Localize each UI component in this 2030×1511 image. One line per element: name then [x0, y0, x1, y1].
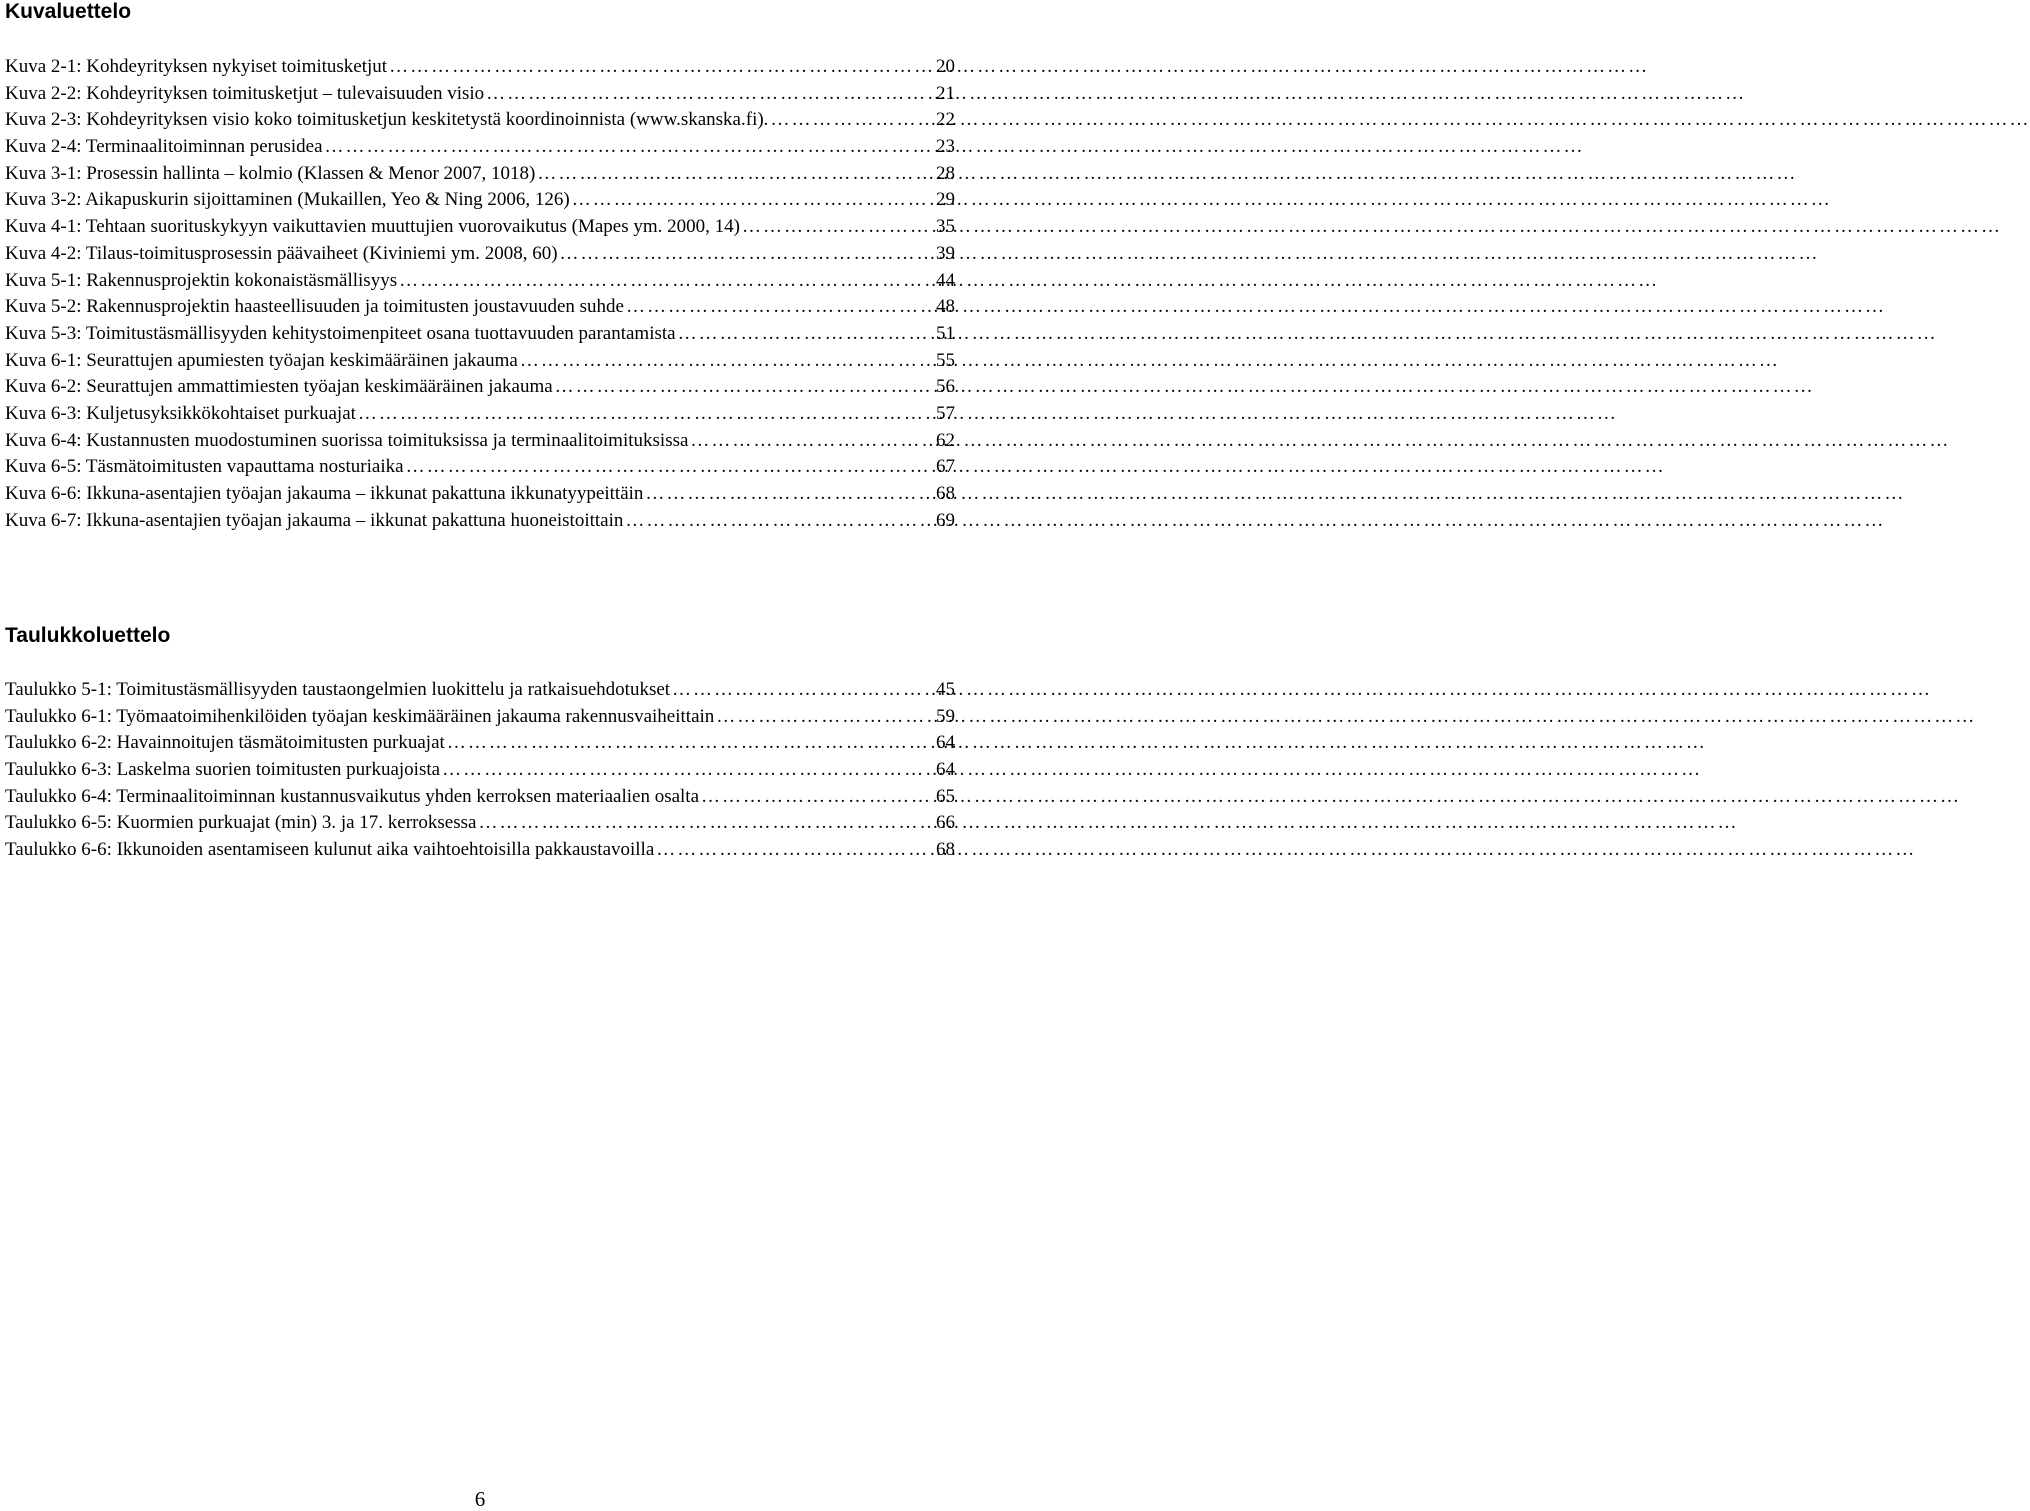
entry-label: Kuva 2-1: Kohdeyrityksen nykyiset toimitusketjut: [5, 56, 388, 77]
entry-page-number: 35: [936, 216, 955, 238]
dot-leader: [716, 704, 934, 731]
entry-label: Kuva 6-3: Kuljetusyksikkökohtaiset purkuajat: [5, 402, 356, 424]
figure-list-entry[interactable]: [5, 481, 955, 508]
dot-leader: [742, 214, 934, 241]
figure-list-heading: Kuvaluettelo: [5, 0, 132, 23]
entry-page-number: 21: [936, 82, 955, 104]
entry-page-number: 64: [936, 759, 955, 781]
dot-leader: [325, 134, 934, 161]
entry-page-number: 22: [936, 109, 955, 131]
entry-page-number: 45: [936, 679, 955, 700]
entry-page-number: 67: [936, 456, 955, 478]
entry-label: Kuva 6-6: Ikkuna-asentajien työajan jakauma – ikkunat pakattuna ikkunatyypeittäin: [5, 483, 644, 504]
entry-page-number: 62: [936, 429, 955, 451]
table-list-entry[interactable]: [5, 757, 955, 784]
dot-leader: [520, 348, 934, 375]
entry-page-number: 29: [936, 189, 955, 211]
entry-page-number: 68: [936, 483, 955, 504]
entry-label: Kuva 5-3: Toimitustäsmällisyyden kehitystoimenpiteet osana tuottavuuden parantamista: [5, 322, 676, 344]
dot-leader: [701, 784, 934, 811]
entry-page-number: 44: [936, 269, 955, 291]
figure-list-entry[interactable]: [5, 401, 955, 428]
entry-page-number: 56: [936, 376, 955, 398]
figure-list-entry[interactable]: [5, 81, 955, 108]
entry-page-number: 69: [936, 509, 955, 531]
entry-page-number: 23: [936, 136, 955, 158]
figure-list: [5, 54, 955, 534]
entry-page-number: 28: [936, 162, 955, 184]
entry-label: Kuva 5-1: Rakennusprojektin kokonaistäsmällisyys: [5, 269, 398, 291]
figure-list-entry[interactable]: [5, 374, 955, 401]
dot-leader: [447, 730, 934, 757]
table-list-entry[interactable]: [5, 837, 955, 864]
entry-label: Kuva 4-1: Tehtaan suorituskykyyn vaikuttavien muuttujien vuorovaikutus (Mapes ym. 2000, 14): [5, 216, 740, 238]
entry-label: Taulukko 6-6: Ikkunoiden asentamiseen kulunut aika vaihtoehtoisilla pakkaustavoilla: [5, 839, 655, 861]
dot-leader: [645, 481, 934, 508]
entry-label: Taulukko 6-4: Terminaalitoiminnan kustannusvaikutus yhden kerroksen materiaalien osalta: [5, 785, 700, 807]
page-number: 6: [474, 1487, 486, 1511]
entry-label: Kuva 4-2: Tilaus-toimitusprosessin päävaiheet (Kiviniemi ym. 2008, 60): [5, 242, 558, 264]
dot-leader: [478, 810, 934, 837]
entry-page-number: 39: [936, 242, 955, 264]
table-list-entry[interactable]: [5, 677, 955, 704]
figure-list-entry[interactable]: [5, 454, 955, 481]
entry-label: Taulukko 5-1: Toimitustäsmällisyyden taustaongelmien luokittelu ja ratkaisuehdotukset: [5, 679, 671, 700]
figure-list-entry[interactable]: [5, 294, 955, 321]
figure-list-entry[interactable]: [5, 268, 955, 295]
dot-leader: [626, 294, 934, 321]
entry-label: Taulukko 6-5: Kuormien purkuajat (min) 3. ja 17. kerroksessa: [5, 812, 477, 834]
dot-leader: [560, 241, 934, 268]
figure-list-entry[interactable]: [5, 428, 955, 455]
dot-leader: [555, 374, 934, 401]
figure-list-entry[interactable]: [5, 241, 955, 268]
entry-page-number: 65: [936, 785, 955, 807]
dot-leader: [690, 428, 934, 455]
figure-list-entry[interactable]: [5, 161, 955, 188]
dot-leader: [572, 187, 934, 214]
entry-page-number: 64: [936, 732, 955, 754]
figure-list-entry[interactable]: [5, 54, 955, 81]
entry-label: Kuva 5-2: Rakennusprojektin haasteellisuuden ja toimitusten joustavuuden suhde: [5, 296, 624, 318]
dot-leader: [406, 454, 934, 481]
entry-label: Kuva 6-7: Ikkuna-asentajien työajan jakauma – ikkunat pakattuna huoneistoittain: [5, 509, 624, 531]
figure-list-entry[interactable]: [5, 187, 955, 214]
entry-label: Kuva 6-1: Seurattujen apumiesten työajan keskimääräinen jakauma: [5, 349, 518, 371]
entry-page-number: 51: [936, 322, 955, 344]
table-list: [5, 677, 955, 864]
entry-label: Kuva 6-5: Täsmätoimitusten vapauttama nosturiaika: [5, 456, 404, 478]
dot-leader: [389, 54, 934, 81]
dot-leader: [625, 508, 934, 535]
entry-page-number: 68: [936, 839, 955, 861]
figure-list-entry[interactable]: [5, 214, 955, 241]
table-list-entry[interactable]: [5, 784, 955, 811]
entry-page-number: 66: [936, 812, 955, 834]
entry-label: Kuva 2-2: Kohdeyrityksen toimitusketjut – tulevaisuuden visio: [5, 82, 485, 104]
dot-leader: [770, 107, 934, 134]
entry-label: Taulukko 6-2: Havainnoitujen täsmätoimitusten purkuajat: [5, 732, 445, 754]
dot-leader: [399, 268, 934, 295]
dot-leader: [358, 401, 934, 428]
table-list-heading: Taulukkoluettelo: [5, 624, 171, 647]
entry-label: Kuva 3-2: Aikapuskurin sijoittaminen (Mukaillen, Yeo & Ning 2006, 126): [5, 189, 570, 211]
entry-label: Kuva 6-2: Seurattujen ammattimiesten työajan keskimääräinen jakauma: [5, 376, 553, 398]
entry-label: Taulukko 6-3: Laskelma suorien toimitusten purkuajoista: [5, 759, 441, 781]
entry-label: Taulukko 6-1: Työmaatoimihenkilöiden työajan keskimääräinen jakauma rakennusvaiheittain: [5, 705, 715, 727]
entry-label: Kuva 2-3: Kohdeyrityksen visio koko toimitusketjun keskitetystä koordinoinnista (www.skanska.fi).: [5, 109, 769, 131]
dot-leader: [442, 757, 934, 784]
entry-label: Kuva 3-1: Prosessin hallinta – kolmio (Klassen & Menor 2007, 1018): [5, 162, 536, 184]
figure-list-entry[interactable]: [5, 508, 955, 535]
figure-list-entry[interactable]: [5, 107, 955, 134]
figure-list-entry[interactable]: [5, 348, 955, 375]
dot-leader: [678, 321, 934, 348]
figure-list-entry[interactable]: [5, 134, 955, 161]
entry-label: Kuva 6-4: Kustannusten muodostuminen suorissa toimituksissa ja terminaalitoimituksissa: [5, 429, 689, 451]
dot-leader: [537, 161, 934, 188]
table-list-entry[interactable]: [5, 704, 955, 731]
entry-page-number: 48: [936, 296, 955, 318]
table-list-entry[interactable]: [5, 810, 955, 837]
entry-label: Kuva 2-4: Terminaalitoiminnan perusidea: [5, 136, 323, 158]
document-page: [0, 0, 960, 1510]
dot-leader: [656, 837, 934, 864]
entry-page-number: 59: [936, 705, 955, 727]
entry-page-number: 57: [936, 402, 955, 424]
dot-leader: [672, 677, 934, 704]
entry-page-number: 55: [936, 349, 955, 371]
entry-page-number: 20: [936, 56, 955, 77]
figure-list-entry[interactable]: [5, 321, 955, 348]
dot-leader: [486, 81, 934, 108]
table-list-entry[interactable]: [5, 730, 955, 757]
